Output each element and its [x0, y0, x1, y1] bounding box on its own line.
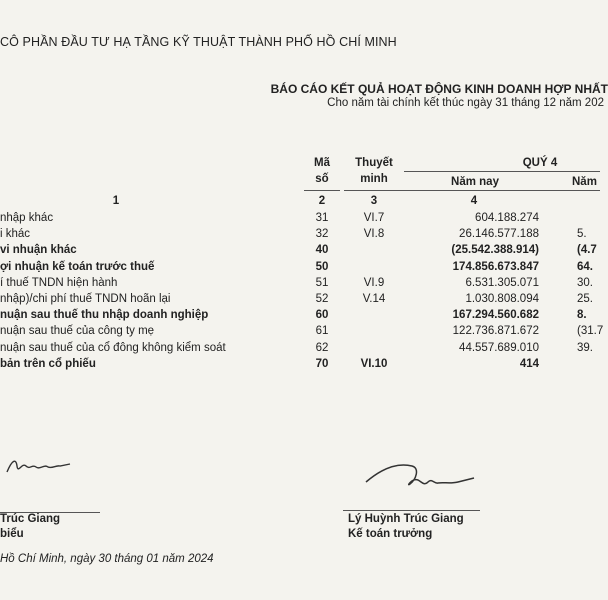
row-note: VI.7 — [363, 212, 385, 224]
table-row — [0, 309, 600, 325]
row-note: VI.9 — [363, 276, 385, 289]
row-code: 50 — [315, 260, 329, 273]
row-current-value: 174.856.673.847 — [452, 260, 539, 273]
col-note-header-1: Thuyết — [355, 157, 393, 169]
table-row — [0, 212, 600, 228]
row-label: nhập)/chi phí thuế TNDN hoãn lại — [0, 293, 171, 305]
row-current-value: 167.294.560.682 — [452, 309, 539, 322]
row-label: nuận sau thuế của công ty mẹ — [0, 325, 155, 338]
col-current-header: Năm nay — [451, 176, 499, 188]
col-code-header-1: Mã — [314, 157, 330, 169]
signature-right-image — [362, 456, 482, 496]
table-row — [0, 277, 600, 293]
row-prev-value: 30. — [577, 276, 593, 289]
row-code: 62 — [315, 341, 329, 354]
index-col-4: 4 — [470, 195, 478, 207]
col-note-header-2: minh — [360, 173, 388, 185]
row-note: VI.8 — [363, 228, 385, 241]
row-code: 31 — [315, 212, 329, 224]
row-code: 51 — [315, 276, 329, 289]
row-prev-value: 64. — [577, 260, 593, 273]
row-current-value: 414 — [519, 357, 539, 370]
company-name: CÔ PHẦN ĐẦU TƯ HẠ TẦNG KỸ THUẬT THÀNH PHỐ HỒ CHÍ MINH — [0, 35, 397, 49]
index-col-1: 1 — [112, 195, 120, 207]
table-row — [0, 293, 600, 309]
row-current-value: 122.736.871.672 — [452, 325, 539, 338]
row-note: V.14 — [362, 293, 386, 305]
note-header-underline — [344, 190, 404, 191]
row-current-value: 1.030.808.094 — [465, 293, 539, 305]
group-header: QUÝ 4 — [522, 157, 558, 169]
row-current-value: (25.542.388.914) — [451, 244, 539, 257]
table-row — [0, 342, 600, 358]
row-label: vi nhuận khác — [0, 244, 77, 257]
table-row — [0, 228, 600, 244]
index-col-2: 2 — [318, 195, 326, 207]
code-header-underline — [304, 190, 340, 191]
table-row — [0, 358, 600, 374]
dateline: Hồ Chí Minh, ngày 30 tháng 01 năm 2024 — [0, 553, 214, 565]
signature-right-line — [343, 510, 480, 511]
row-code: 61 — [315, 325, 329, 338]
signature-left-title: biểu — [0, 528, 24, 540]
col-prev-header: Năm — [572, 176, 597, 188]
row-current-value: 26.146.577.188 — [459, 228, 539, 241]
row-label: nhập khác — [0, 212, 54, 224]
row-current-value: 44.557.689.010 — [459, 341, 539, 354]
row-label: i khác — [0, 228, 31, 241]
col-code-header-2: số — [315, 173, 329, 185]
values-header-underline — [404, 190, 600, 191]
row-prev-value: 5. — [577, 228, 587, 241]
row-prev-value: (31.7 — [577, 325, 604, 338]
row-code: 60 — [315, 309, 329, 322]
row-label: bản trên cổ phiếu — [0, 357, 96, 370]
row-label: í thuế TNDN hiện hành — [0, 276, 118, 289]
row-note: VI.10 — [360, 357, 388, 370]
row-prev-value: 8. — [577, 309, 587, 322]
row-current-value: 604.188.274 — [475, 212, 539, 224]
row-prev-value: (4.7 — [577, 244, 597, 257]
row-label: ợi nhuận kế toán trước thuế — [0, 260, 155, 273]
row-code: 40 — [315, 244, 329, 257]
row-prev-value: 39. — [577, 341, 593, 354]
signature-right-title: Kế toán trưởng — [348, 528, 433, 540]
signature-left-image — [4, 452, 74, 482]
row-code: 32 — [315, 228, 329, 241]
row-current-value: 6.531.305.071 — [465, 276, 539, 289]
report-subtitle: Cho năm tài chính kết thúc ngày 31 tháng 12 năm 202 — [327, 97, 604, 109]
signature-right-name: Lý Huỳnh Trúc Giang — [348, 513, 464, 525]
report-title: BÁO CÁO KẾT QUẢ HOẠT ĐỘNG KINH DOANH HỢP NHẤT — [270, 82, 608, 96]
index-col-3: 3 — [370, 195, 378, 207]
row-code: 70 — [315, 357, 329, 370]
group-underline — [404, 171, 600, 172]
row-label: nuận sau thuế thu nhập doanh nghiệp — [0, 309, 209, 322]
table-row — [0, 325, 604, 341]
table-row — [0, 244, 600, 260]
row-prev-value: 25. — [577, 293, 593, 305]
table-row — [0, 261, 600, 277]
signature-left-name: Trúc Giang — [0, 513, 61, 525]
row-label: nuận sau thuế của cổ đông không kiểm soát — [0, 341, 226, 354]
row-code: 52 — [315, 293, 329, 305]
